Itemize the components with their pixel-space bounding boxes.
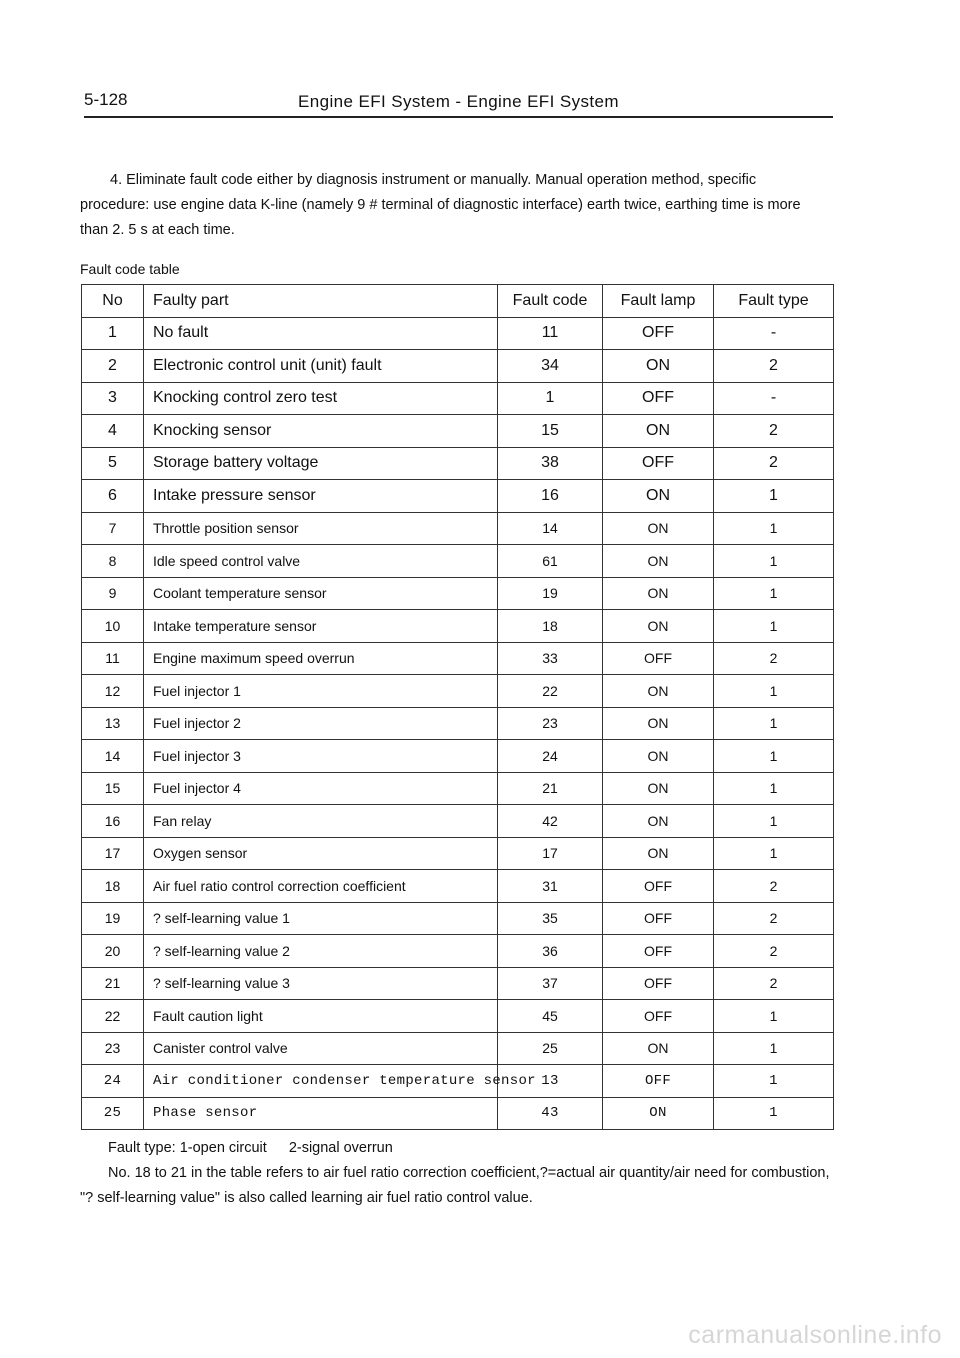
cell-fault-lamp: OFF <box>603 902 714 935</box>
cell-no: 4 <box>82 415 144 448</box>
cell-fault-lamp: OFF <box>603 870 714 903</box>
cell-fault-code: 33 <box>498 642 603 675</box>
cell-fault-lamp: OFF <box>603 382 714 415</box>
table-row <box>82 610 834 643</box>
cell-fault-type: 2 <box>714 642 834 675</box>
cell-fault-type: 1 <box>714 545 834 578</box>
cell-fault-lamp: OFF <box>603 317 714 350</box>
cell-fault-lamp: OFF <box>603 642 714 675</box>
watermark: carmanualsonline.info <box>688 1321 942 1349</box>
cell-fault-lamp: ON <box>603 577 714 610</box>
cell-faulty-part: Phase sensor <box>144 1097 498 1130</box>
cell-fault-code: 37 <box>498 967 603 1000</box>
cell-faulty-part: Canister control valve <box>144 1032 498 1065</box>
table-row <box>82 837 834 870</box>
cell-no: 5 <box>82 447 144 480</box>
table-row <box>82 1000 834 1033</box>
cell-no: 25 <box>82 1097 144 1130</box>
cell-fault-code: 38 <box>498 447 603 480</box>
cell-fault-lamp: ON <box>603 350 714 383</box>
cell-faulty-part: Fuel injector 4 <box>144 772 498 805</box>
header-no: No <box>82 285 144 318</box>
cell-no: 11 <box>82 642 144 675</box>
cell-faulty-part: Coolant temperature sensor <box>144 577 498 610</box>
cell-no: 24 <box>82 1065 144 1098</box>
cell-fault-type: 1 <box>714 512 834 545</box>
cell-fault-type: 1 <box>714 707 834 740</box>
cell-faulty-part: ? self-learning value 2 <box>144 935 498 968</box>
cell-fault-code: 23 <box>498 707 603 740</box>
cell-no: 7 <box>82 512 144 545</box>
cell-fault-type: 2 <box>714 447 834 480</box>
cell-fault-code: 42 <box>498 805 603 838</box>
cell-faulty-part: Air fuel ratio control correction coefficient <box>144 870 498 903</box>
cell-faulty-part: Fault caution light <box>144 1000 498 1033</box>
cell-fault-code: 24 <box>498 740 603 773</box>
cell-fault-lamp: ON <box>603 480 714 513</box>
cell-faulty-part: Idle speed control valve <box>144 545 498 578</box>
cell-faulty-part: Air conditioner condenser temperature sensor <box>144 1065 498 1098</box>
cell-fault-type: 1 <box>714 1000 834 1033</box>
cell-fault-code: 61 <box>498 545 603 578</box>
cell-fault-code: 15 <box>498 415 603 448</box>
cell-fault-code: 36 <box>498 935 603 968</box>
cell-no: 21 <box>82 967 144 1000</box>
cell-faulty-part: Knocking control zero test <box>144 382 498 415</box>
cell-faulty-part: Fuel injector 2 <box>144 707 498 740</box>
cell-faulty-part: ? self-learning value 3 <box>144 967 498 1000</box>
cell-no: 18 <box>82 870 144 903</box>
cell-fault-lamp: OFF <box>603 1065 714 1098</box>
cell-fault-type: 2 <box>714 902 834 935</box>
table-row <box>82 967 834 1000</box>
cell-fault-lamp: OFF <box>603 967 714 1000</box>
cell-fault-code: 16 <box>498 480 603 513</box>
cell-fault-code: 43 <box>498 1097 603 1130</box>
cell-fault-lamp: OFF <box>603 1000 714 1033</box>
cell-no: 23 <box>82 1032 144 1065</box>
cell-fault-type: 1 <box>714 577 834 610</box>
cell-no: 13 <box>82 707 144 740</box>
cell-fault-lamp: ON <box>603 805 714 838</box>
table-row <box>82 902 834 935</box>
cell-faulty-part: Fuel injector 3 <box>144 740 498 773</box>
cell-no: 1 <box>82 317 144 350</box>
cell-faulty-part: Intake pressure sensor <box>144 480 498 513</box>
table-row <box>82 480 834 513</box>
cell-fault-type: 2 <box>714 415 834 448</box>
header-title: Engine EFI System - Engine EFI System <box>298 92 619 111</box>
cell-fault-lamp: ON <box>603 837 714 870</box>
cell-no: 10 <box>82 610 144 643</box>
table-header-row <box>82 285 834 318</box>
cell-faulty-part: Electronic control unit (unit) fault <box>144 350 498 383</box>
table-row <box>82 577 834 610</box>
cell-fault-code: 17 <box>498 837 603 870</box>
cell-no: 9 <box>82 577 144 610</box>
cell-fault-code: 14 <box>498 512 603 545</box>
cell-fault-code: 22 <box>498 675 603 708</box>
table-body <box>82 317 834 1130</box>
cell-fault-lamp: ON <box>603 740 714 773</box>
cell-faulty-part: Engine maximum speed overrun <box>144 642 498 675</box>
cell-fault-type: 1 <box>714 1065 834 1098</box>
cell-fault-type: 1 <box>714 805 834 838</box>
cell-faulty-part: Fan relay <box>144 805 498 838</box>
cell-no: 15 <box>82 772 144 805</box>
cell-fault-type: 1 <box>714 837 834 870</box>
cell-fault-lamp: ON <box>603 675 714 708</box>
table-row <box>82 1065 834 1098</box>
header-fault-type: Fault type <box>714 285 834 318</box>
notes <box>80 1136 832 1211</box>
header-faulty-part: Faulty part <box>144 285 498 318</box>
cell-no: 14 <box>82 740 144 773</box>
cell-fault-type: 2 <box>714 935 834 968</box>
table-row <box>82 707 834 740</box>
cell-fault-code: 1 <box>498 382 603 415</box>
cell-fault-lamp: ON <box>603 707 714 740</box>
cell-fault-lamp: ON <box>603 545 714 578</box>
cell-fault-code: 45 <box>498 1000 603 1033</box>
cell-fault-lamp: ON <box>603 1097 714 1130</box>
cell-faulty-part: Oxygen sensor <box>144 837 498 870</box>
table-row <box>82 382 834 415</box>
cell-faulty-part: Throttle position sensor <box>144 512 498 545</box>
cell-no: 16 <box>82 805 144 838</box>
cell-fault-code: 25 <box>498 1032 603 1065</box>
fault-type-note <box>80 1136 832 1161</box>
cell-no: 8 <box>82 545 144 578</box>
cell-fault-lamp: ON <box>603 415 714 448</box>
cell-fault-code: 21 <box>498 772 603 805</box>
cell-no: 17 <box>82 837 144 870</box>
table-row <box>82 545 834 578</box>
cell-fault-type: 2 <box>714 967 834 1000</box>
cell-fault-type: 1 <box>714 610 834 643</box>
page-number: 5-128 <box>84 90 128 109</box>
table-row <box>82 350 834 383</box>
cell-fault-type: 1 <box>714 1032 834 1065</box>
cell-no: 2 <box>82 350 144 383</box>
cell-fault-code: 35 <box>498 902 603 935</box>
cell-faulty-part: Fuel injector 1 <box>144 675 498 708</box>
table-caption: Fault code table <box>80 261 180 277</box>
header-rule <box>84 116 833 118</box>
cell-fault-type: 1 <box>714 772 834 805</box>
table-row <box>82 935 834 968</box>
table-row <box>82 415 834 448</box>
intro-paragraph <box>80 168 832 243</box>
cell-fault-code: 34 <box>498 350 603 383</box>
cell-fault-code: 31 <box>498 870 603 903</box>
cell-fault-type: 1 <box>714 740 834 773</box>
cell-fault-lamp: ON <box>603 1032 714 1065</box>
table-row <box>82 805 834 838</box>
table-row <box>82 1097 834 1130</box>
cell-fault-type: 1 <box>714 480 834 513</box>
table-row <box>82 512 834 545</box>
cell-fault-code: 13 <box>498 1065 603 1098</box>
fault-type-1: Fault type: 1-open circuit <box>108 1140 267 1156</box>
cell-no: 12 <box>82 675 144 708</box>
fault-type-2: 2-signal overrun <box>288 1140 393 1156</box>
fault-code-table <box>81 284 834 1130</box>
header-fault-code: Fault code <box>498 285 603 318</box>
intro-line-2: procedure: use engine data K-line (namely 9 # terminal of diagnostic interface) earth twice, earthing time is more than 2. 5 s at each time. <box>80 197 801 238</box>
cell-fault-type: 1 <box>714 675 834 708</box>
cell-faulty-part: Storage battery voltage <box>144 447 498 480</box>
cell-fault-code: 11 <box>498 317 603 350</box>
cell-no: 3 <box>82 382 144 415</box>
intro-line-1: 4. Eliminate fault code either by diagnosis instrument or manually. Manual operation method, specific <box>110 172 757 188</box>
cell-fault-code: 18 <box>498 610 603 643</box>
cell-no: 20 <box>82 935 144 968</box>
cell-faulty-part: No fault <box>144 317 498 350</box>
cell-fault-lamp: ON <box>603 610 714 643</box>
cell-no: 6 <box>82 480 144 513</box>
cell-fault-lamp: ON <box>603 772 714 805</box>
table-row <box>82 447 834 480</box>
table-row <box>82 740 834 773</box>
coefficient-note: No. 18 to 21 in the table refers to air fuel ratio correction coefficient,?=actual air quantity/air need for combustion, "? self-learning value" is also called learning air fuel ratio control value. <box>80 1165 830 1206</box>
table-row <box>82 870 834 903</box>
cell-faulty-part: Intake temperature sensor <box>144 610 498 643</box>
cell-fault-type: 1 <box>714 1097 834 1130</box>
cell-fault-lamp: OFF <box>603 935 714 968</box>
cell-faulty-part: Knocking sensor <box>144 415 498 448</box>
header-fault-lamp: Fault lamp <box>603 285 714 318</box>
table-row <box>82 1032 834 1065</box>
cell-fault-lamp: ON <box>603 512 714 545</box>
cell-fault-type: - <box>714 317 834 350</box>
cell-no: 22 <box>82 1000 144 1033</box>
table-row <box>82 642 834 675</box>
cell-fault-type: - <box>714 382 834 415</box>
table-row <box>82 675 834 708</box>
cell-faulty-part: ? self-learning value 1 <box>144 902 498 935</box>
cell-fault-code: 19 <box>498 577 603 610</box>
table-row <box>82 317 834 350</box>
table-row <box>82 772 834 805</box>
cell-fault-lamp: OFF <box>603 447 714 480</box>
cell-fault-type: 2 <box>714 350 834 383</box>
cell-fault-type: 2 <box>714 870 834 903</box>
cell-no: 19 <box>82 902 144 935</box>
